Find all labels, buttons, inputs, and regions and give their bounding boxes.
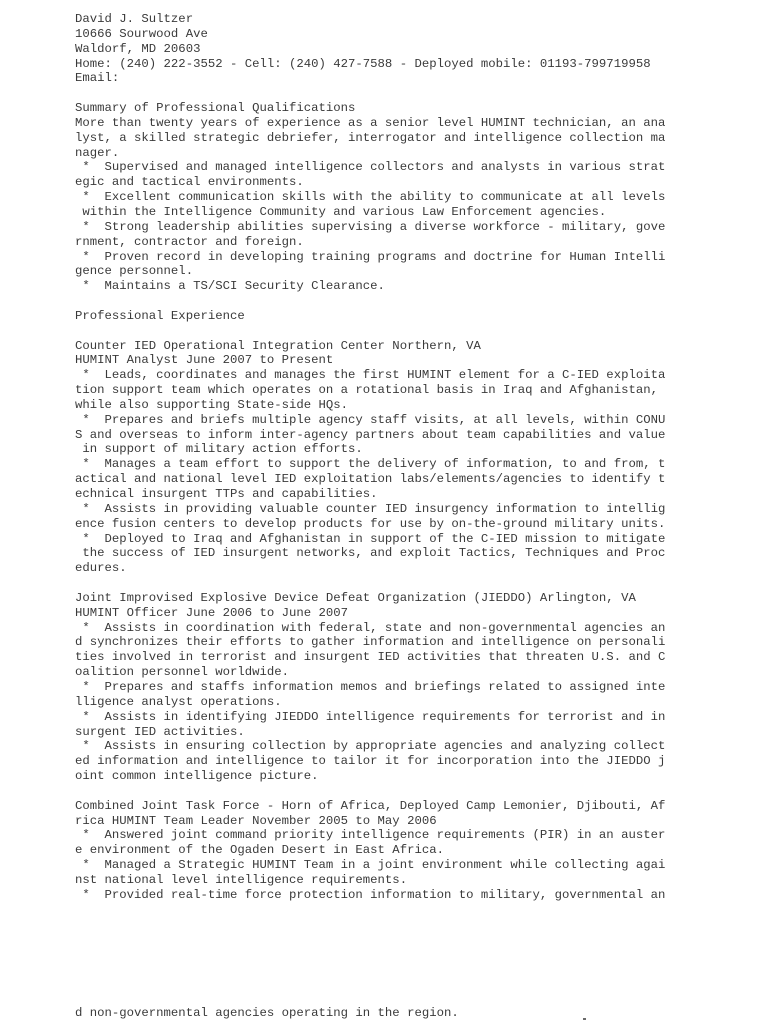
text-line: * Proven record in developing training programs and doctrine for Human Intelli bbox=[75, 249, 666, 264]
text-line: More than twenty years of experience as a senior level HUMINT technician, an ana bbox=[75, 115, 666, 130]
text-line: rica HUMINT Team Leader November 2005 to May 2006 bbox=[75, 813, 437, 828]
text-line: * Managed a Strategic HUMINT Team in a joint environment while collecting agai bbox=[75, 858, 666, 873]
text-line: * Provided real-time force protection information to military, governmental an bbox=[75, 887, 666, 902]
blank-line bbox=[75, 784, 755, 799]
resume-text bbox=[75, 12, 755, 903]
text-line: HUMINT Analyst June 2007 to Present bbox=[75, 353, 334, 368]
text-line: egic and tactical environments. bbox=[75, 175, 304, 190]
text-line: echnical insurgent TTPs and capabilities. bbox=[75, 487, 378, 501]
text-line: Counter IED Operational Integration Center Northern, VA bbox=[75, 338, 481, 353]
text-line: surgent IED activities. bbox=[75, 724, 245, 739]
text-line: tion support team which operates on a rotational basis in Iraq and Afghanistan, bbox=[75, 383, 658, 398]
text-line: * Assists in providing valuable counter IED insurgency information to intellig bbox=[75, 501, 666, 516]
text-line: while also supporting State-side HQs. bbox=[75, 397, 349, 412]
text-line: e environment of the Ogaden Desert in East Africa. bbox=[75, 843, 444, 858]
text-line: gence personnel. bbox=[75, 264, 194, 279]
text-line: actical and national level IED exploitation labs/elements/agencies to identify t bbox=[75, 472, 666, 487]
text-line: * Assists in coordination with federal, state and non-governmental agencies an bbox=[75, 620, 666, 635]
text-line: Waldorf, MD 20603 bbox=[75, 41, 201, 56]
text-line: ed information and intelligence to tailor it for incorporation into the JIEDDO j bbox=[75, 754, 666, 769]
continued-line: d non-governmental agencies operating in the region. bbox=[75, 1006, 459, 1020]
text-line: * Supervised and managed intelligence collectors and analysts in various strat bbox=[75, 160, 666, 175]
text-line: lligence analyst operations. bbox=[75, 694, 282, 709]
text-line: * Maintains a TS/SCI Security Clearance. bbox=[75, 279, 385, 294]
text-line: * Strong leadership abilities supervising a diverse workforce - military, gove bbox=[75, 219, 666, 234]
blank-line bbox=[75, 576, 755, 591]
text-line: rnment, contractor and foreign. bbox=[75, 234, 304, 249]
text-line: 10666 Sourwood Ave bbox=[75, 26, 208, 41]
text-line: nst national level intelligence requirements. bbox=[75, 872, 408, 887]
text-line: * Prepares and staffs information memos and briefings related to assigned inte bbox=[75, 679, 666, 694]
scan-speck bbox=[583, 1018, 586, 1020]
text-line: * Prepares and briefs multiple agency staff visits, at all levels, within CONU bbox=[75, 412, 666, 427]
text-line: * Manages a team effort to support the delivery of information, to and from, t bbox=[75, 457, 666, 472]
text-line: in support of military action efforts. bbox=[75, 442, 363, 457]
text-line: S and overseas to inform inter-agency partners about team capabilities and value bbox=[75, 427, 666, 442]
blank-line bbox=[75, 86, 755, 101]
text-line: * Deployed to Iraq and Afghanistan in support of the C-IED mission to mitigate bbox=[75, 531, 666, 546]
text-line: oint common intelligence picture. bbox=[75, 769, 319, 784]
text-line: edures. bbox=[75, 561, 127, 576]
text-line: Combined Joint Task Force - Horn of Africa, Deployed Camp Lemonier, Djibouti, Af bbox=[75, 798, 666, 813]
text-line: * Assists in ensuring collection by appropriate agencies and analyzing collect bbox=[75, 739, 666, 754]
text-line: oalition personnel worldwide. bbox=[75, 665, 290, 680]
blank-line bbox=[75, 324, 755, 339]
text-line: ties involved in terrorist and insurgent IED activities that threaten U.S. and C bbox=[75, 650, 666, 665]
text-line: * Answered joint command priority intelligence requirements (PIR) in an auster bbox=[75, 828, 666, 843]
text-line: * Excellent communication skills with the ability to communicate at all levels bbox=[75, 190, 666, 205]
text-line: lyst, a skilled strategic debriefer, interrogator and intelligence collection ma bbox=[75, 130, 666, 145]
text-line: * Assists in identifying JIEDDO intelligence requirements for terrorist and in bbox=[75, 709, 666, 724]
text-line: HUMINT Officer June 2006 to June 2007 bbox=[75, 605, 349, 620]
text-line: Joint Improvised Explosive Device Defeat Organization (JIEDDO) Arlington, VA bbox=[75, 590, 636, 605]
text-line: Professional Experience bbox=[75, 308, 245, 323]
text-line: Home: (240) 222-3552 - Cell: (240) 427-7588 - Deployed mobile: 01193-799719958 bbox=[75, 56, 651, 71]
text-line: within the Intelligence Community and various Law Enforcement agencies. bbox=[75, 204, 607, 219]
text-line: * Leads, coordinates and manages the first HUMINT element for a C-IED exploita bbox=[75, 368, 666, 383]
text-line: Summary of Professional Qualifications bbox=[75, 101, 356, 116]
text-line: David J. Sultzer bbox=[75, 12, 194, 26]
blank-line bbox=[75, 294, 755, 309]
text-line: d synchronizes their efforts to gather information and intelligence on personali bbox=[75, 635, 666, 650]
text-line: ence fusion centers to develop products for use by on-the-ground military units. bbox=[75, 516, 666, 531]
text-line: the success of IED insurgent networks, and exploit Tactics, Techniques and Proc bbox=[75, 546, 666, 561]
text-line: Email: bbox=[75, 71, 120, 86]
text-line: nager. bbox=[75, 145, 120, 160]
